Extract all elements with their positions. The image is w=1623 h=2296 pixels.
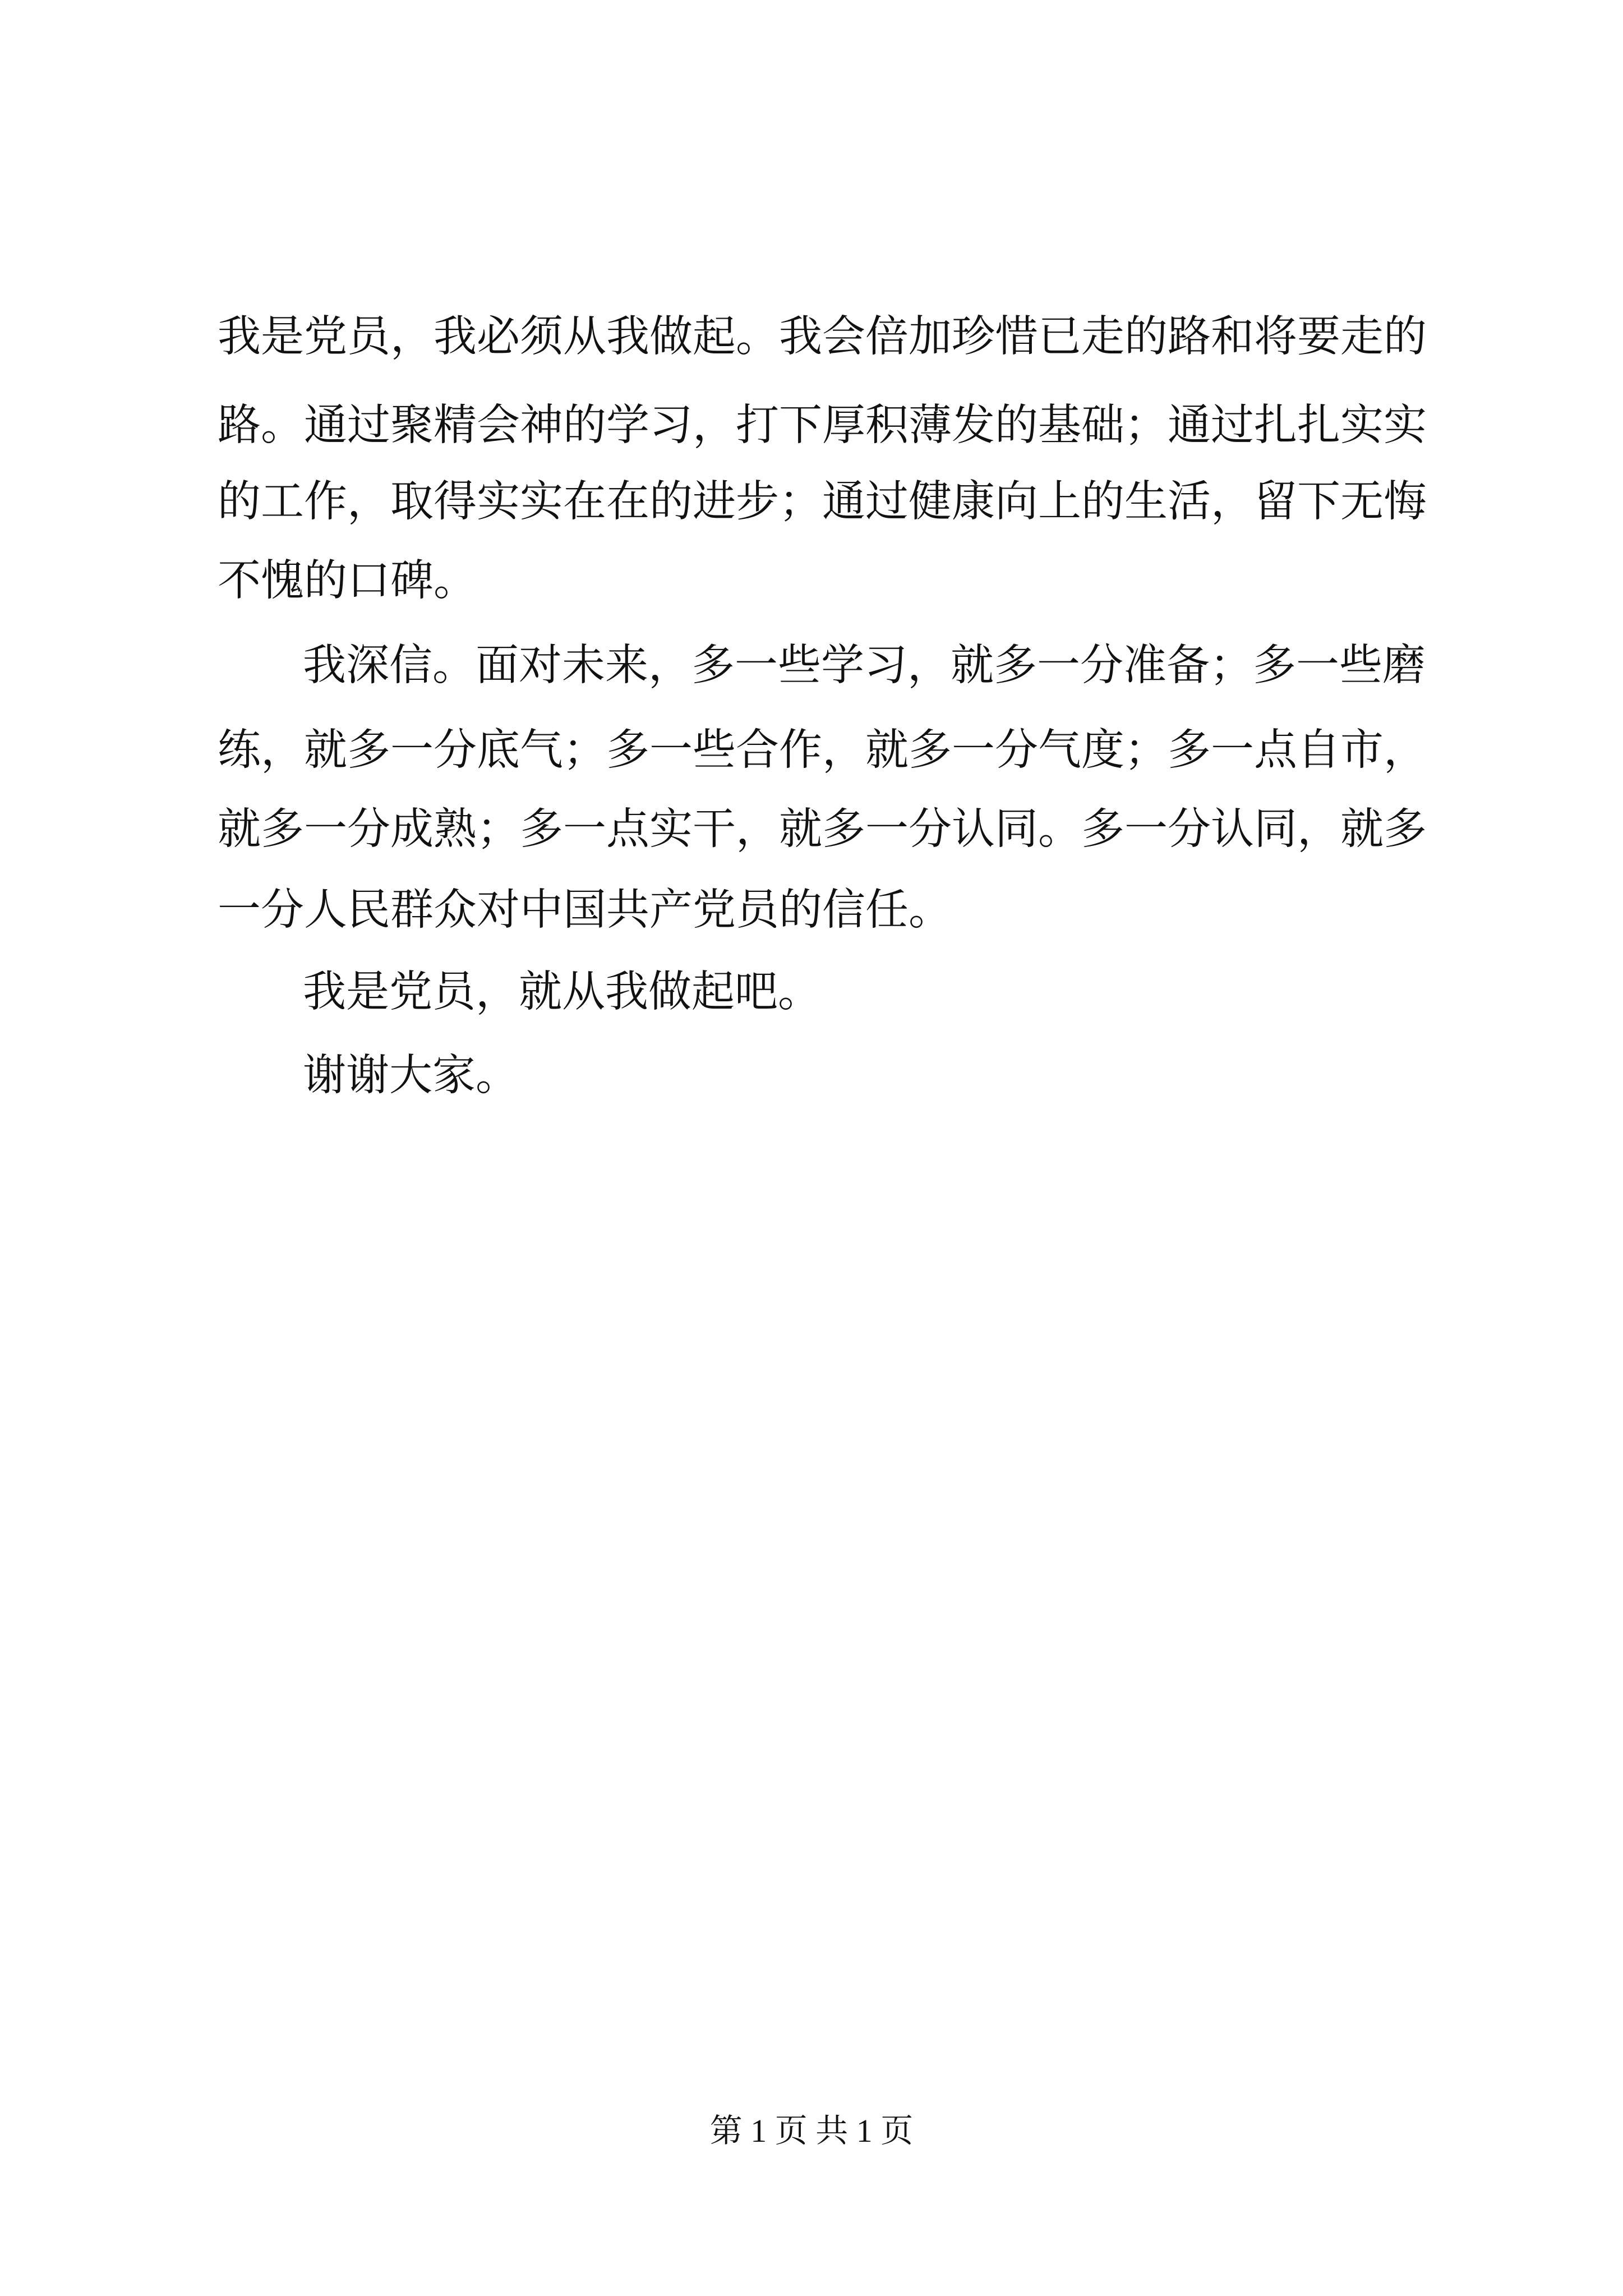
- paragraph-1-line-1: 我是党员，我必须从我做起。我会倍加珍惜已走的路和将要走的: [218, 312, 1427, 362]
- paragraph-1-line-3: 的工作，取得实实在在的进步；通过健康向上的生活，留下无悔: [218, 477, 1427, 527]
- paragraph-2-line-4: 一分人民群众对中国共产党员的信任。: [218, 885, 952, 935]
- page-footer: 第 1 页 共 1 页: [709, 2113, 914, 2149]
- paragraph-1-line-4: 不愧的口碑。: [218, 556, 477, 606]
- paragraph-2-line-3: 就多一分成熟；多一点实干，就多一分认同。多一分认同，就多: [218, 804, 1427, 854]
- paragraph-2-line-1: 我深信。面对未来，多一些学习，就多一分准备；多一些磨: [303, 641, 1426, 691]
- paragraph-3-line-1: 我是党员，就从我做起吧。: [303, 967, 821, 1017]
- paragraph-1-line-2: 路。通过聚精会神的学习，打下厚积薄发的基础；通过扎扎实实: [218, 401, 1427, 450]
- paragraph-2-line-2: 练，就多一分底气；多一些合作，就多一分气度；多一点自市，: [218, 725, 1427, 775]
- paragraph-4-line-1: 谢谢大家。: [303, 1051, 519, 1101]
